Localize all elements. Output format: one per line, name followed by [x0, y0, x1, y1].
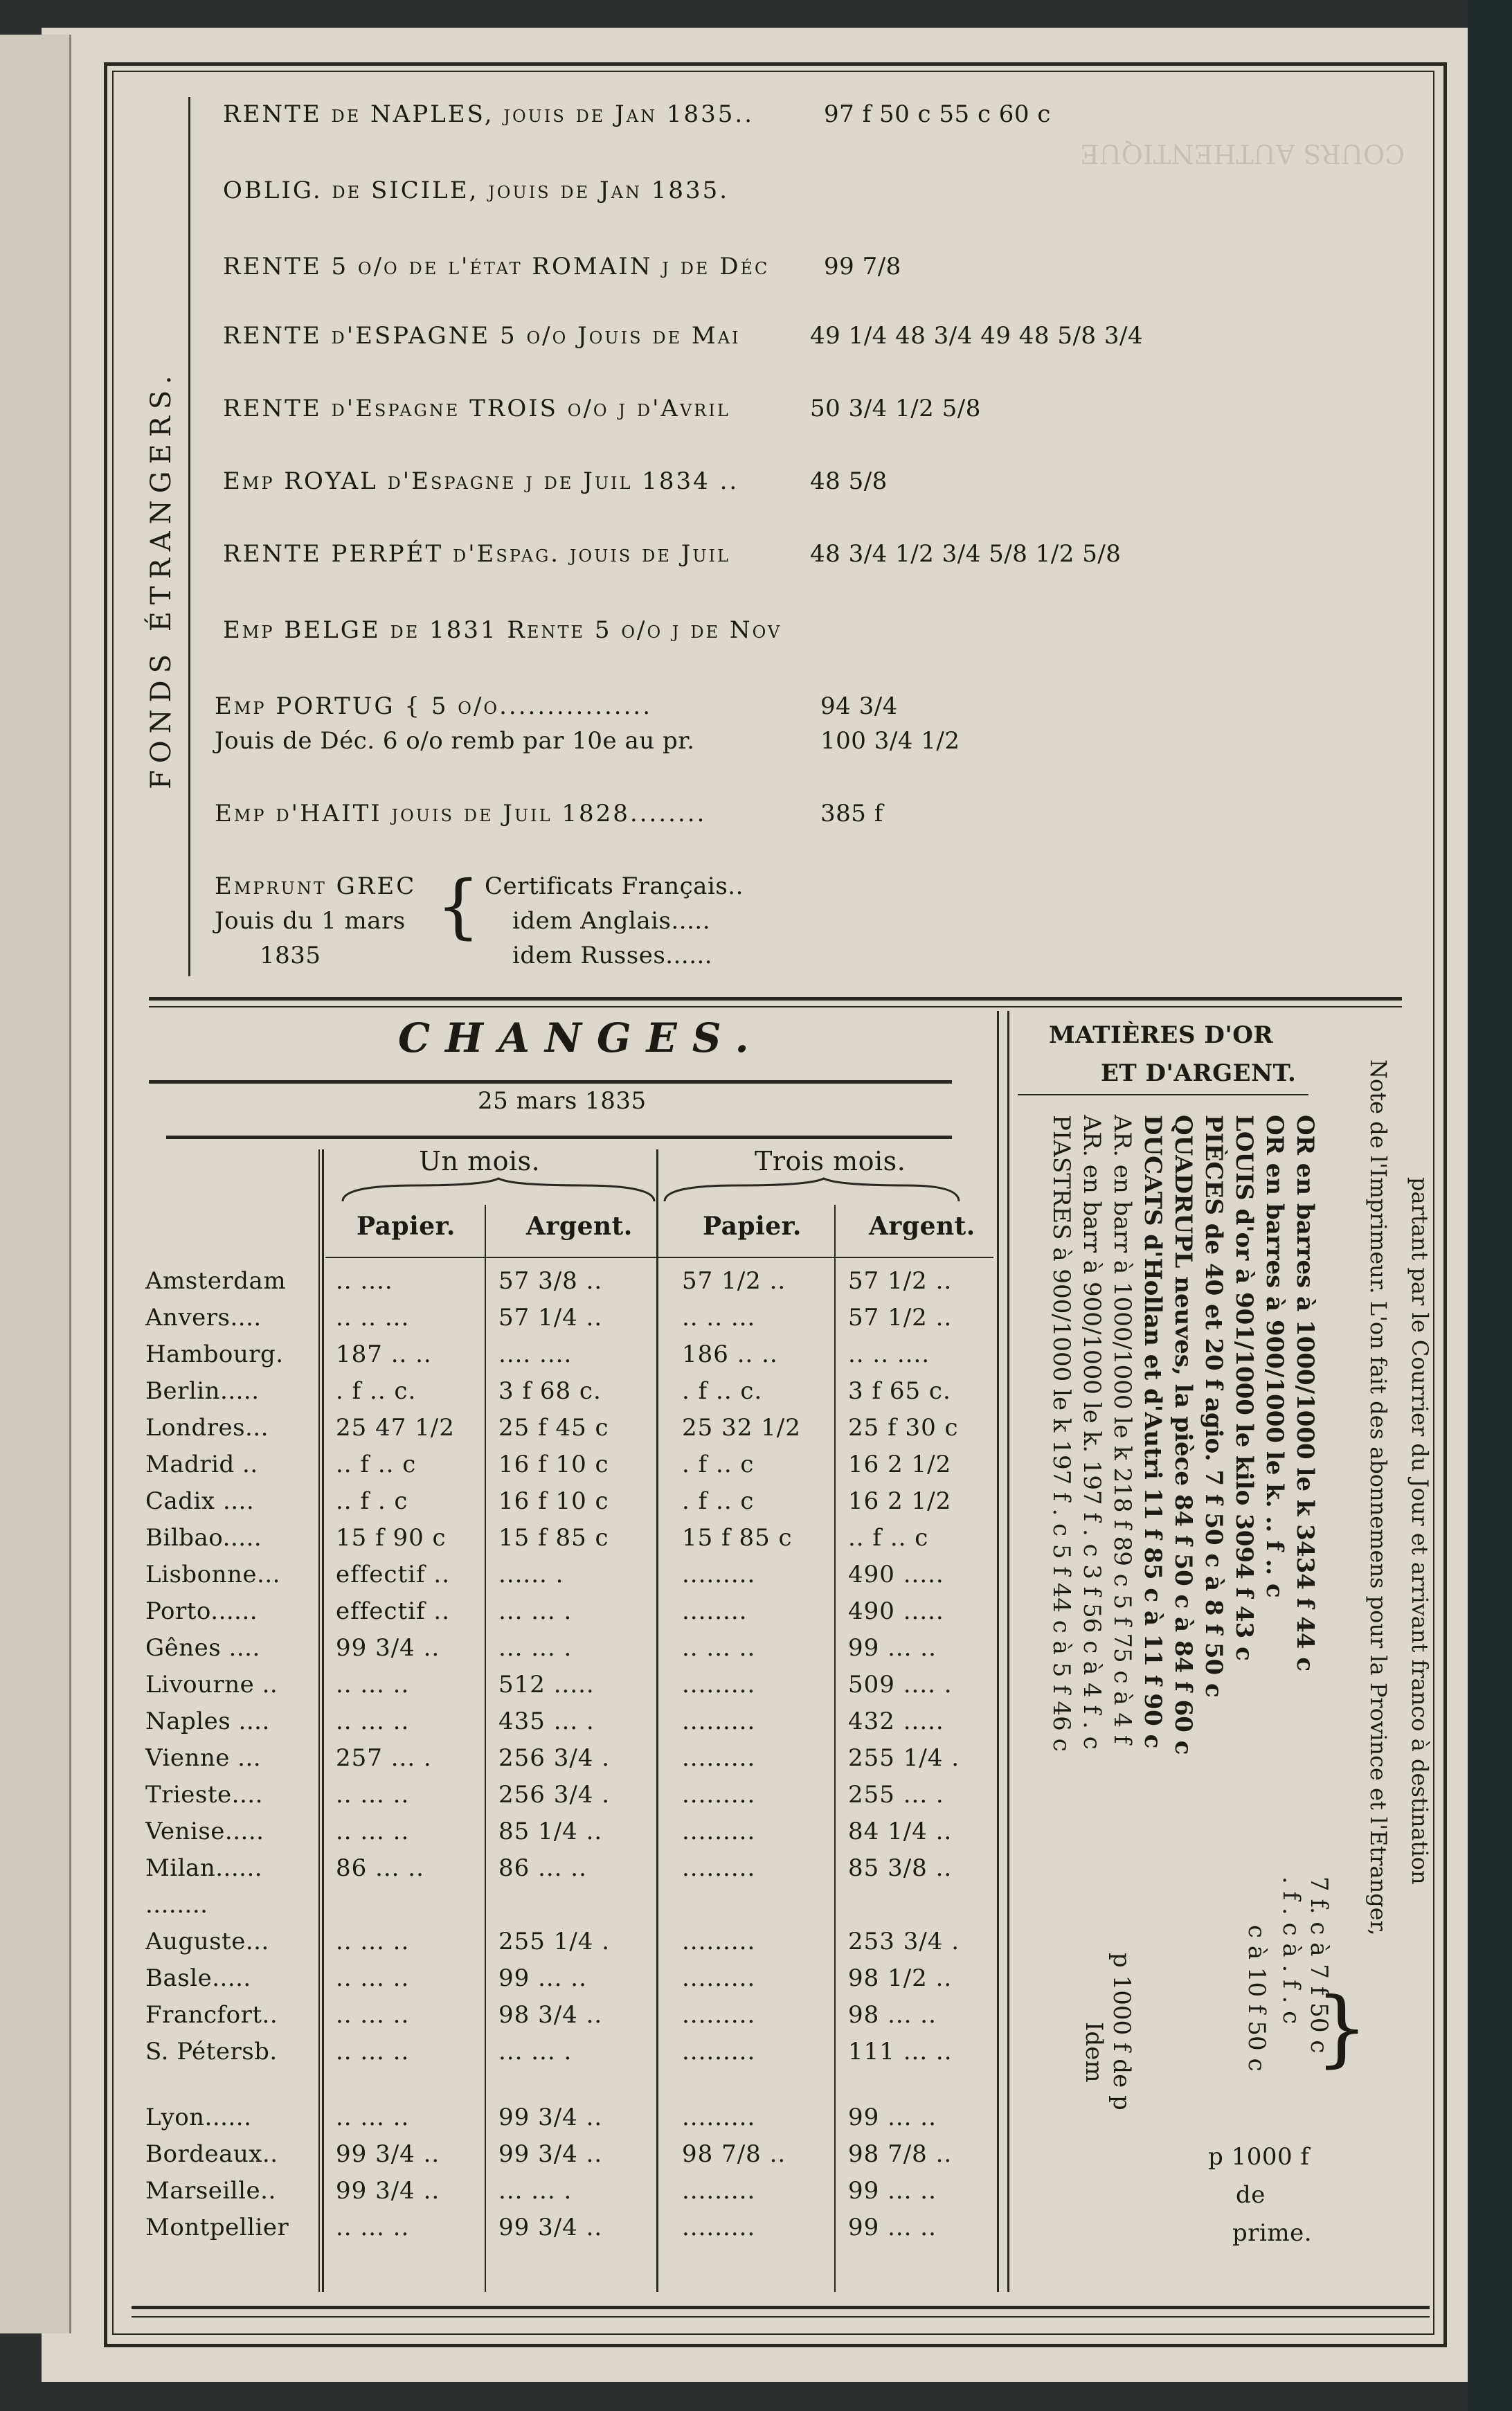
prime-label: de [1236, 2181, 1266, 2209]
table-row-city: Livourne .. [145, 1671, 278, 1699]
header-rule [325, 1257, 993, 1258]
table-row-city: Lisbonne... [145, 1561, 280, 1588]
fonds-value: 49 1/4 48 3/4 49 48 5/8 3/4 [810, 322, 1144, 350]
table-cell: 57 1/2 .. [848, 1304, 953, 1332]
col-sep-3m [834, 1205, 836, 2292]
table-cell: 99 3/4 .. [336, 2177, 440, 2205]
fonds-label: Jouis de Déc. 6 o/o remb par 10e au pr. [215, 727, 695, 755]
bleed-through-text: COURS AUTHENTIQUE [1080, 138, 1405, 169]
table-cell: ... ... . [498, 1634, 573, 1662]
col-sep-period [656, 1149, 658, 2292]
table-cell: 86 ... .. [498, 1854, 587, 1882]
matieres-line: DUCATS d'Hollan et d'Autri 11 f 85 c à 11 f 90 c [1139, 1115, 1167, 1749]
table-cell: ......... [682, 1818, 756, 1845]
table-cell: 16 f 10 c [498, 1487, 609, 1515]
left-page-fold [0, 35, 71, 2333]
bottom-rule-thin [132, 2316, 1430, 2318]
fonds-label: OBLIG. de SICILE, jouis de Jan 1835. [223, 177, 730, 204]
table-cell: 111 ... .. [848, 2038, 953, 2065]
col-header-argent: Argent. [526, 1212, 633, 1241]
table-cell: 253 3/4 . [848, 1928, 960, 1955]
table-row-city: Venise..... [145, 1818, 264, 1845]
table-row-city: Londres... [145, 1414, 269, 1442]
table-cell: .. .. ... [336, 1304, 410, 1332]
table-cell: ........ [682, 1597, 748, 1625]
table-row-city: Auguste... [145, 1928, 269, 1955]
fonds-label: Emp BELGE de 1831 Rente 5 o/o j de Nov [223, 616, 782, 644]
matieres-extra: Idem [1080, 2022, 1108, 2083]
table-cell: ......... [682, 2104, 756, 2131]
matieres-brace-icon: } [1315, 1980, 1369, 2077]
fonds-label: RENTE 5 o/o de l'état ROMAIN j de Déc [223, 253, 770, 280]
fonds-label: RENTE de NAPLES, jouis de Jan 1835.. [223, 100, 755, 128]
table-cell: .. .. .... [848, 1341, 930, 1368]
table-cell: ......... [682, 1854, 756, 1882]
table-cell: 256 3/4 . [498, 1744, 611, 1772]
matieres-line: OR en barres à 1000/1000 le k 3434 f 44 c [1291, 1115, 1319, 1672]
matieres-line: PIASTRES à 900/1000 le k 197 f . c 5 f 44 c à 5 f 46 c [1047, 1115, 1075, 1752]
table-cell: 98 1/2 .. [848, 1964, 953, 1992]
col-sep-city-double [322, 1149, 324, 2292]
table-row-city: Trieste.... [145, 1781, 263, 1809]
matieres-extra: 7 f. c à 7 f 50 c [1305, 1876, 1333, 2054]
table-cell: . f .. c. [682, 1377, 763, 1405]
table-cell: 99 ... .. [848, 2177, 937, 2205]
table-cell: 57 1/2 .. [848, 1267, 953, 1295]
table-cell: 85 3/8 .. [848, 1854, 953, 1882]
grec-right-line: idem Russes...... [512, 942, 713, 969]
grec-left-line: 1835 [260, 942, 321, 969]
table-cell: .. ... .. [336, 1708, 410, 1735]
table-row-city: Porto...... [145, 1597, 258, 1625]
fonds-value: 99 7/8 [824, 253, 901, 280]
table-cell: 57 3/8 .. [498, 1267, 603, 1295]
table-cell: 3 f 68 c. [498, 1377, 602, 1405]
book-binding-edge [1468, 0, 1512, 2411]
table-cell: 99 ... .. [848, 2104, 937, 2131]
table-cell: 98 7/8 .. [682, 2140, 786, 2168]
table-cell: . f .. c [682, 1451, 755, 1478]
table-row-city: Gênes .... [145, 1634, 260, 1662]
table-cell: ... ... . [498, 2177, 573, 2205]
matieres-line: LOUIS d'or à 901/1000 le kilo 3094 f 43 c [1230, 1115, 1258, 1661]
fonds-value: 94 3/4 [820, 692, 898, 720]
table-cell: ......... [682, 1708, 756, 1735]
changes-title-rule [149, 1080, 952, 1084]
table-cell: 15 f 85 c [682, 1524, 793, 1552]
matieres-title-rule [1018, 1094, 1308, 1095]
table-row-city: Hambourg. [145, 1341, 284, 1368]
table-cell: .. ... .. [336, 1671, 410, 1699]
table-cell: 25 32 1/2 [682, 1414, 801, 1442]
table-cell: effectif .. [336, 1561, 450, 1588]
section-rule-thin [149, 1006, 1402, 1007]
table-cell: .. .... [336, 1267, 393, 1295]
table-cell: .. ... .. [336, 2214, 410, 2241]
grec-right-line: Certificats Français.. [485, 872, 744, 900]
table-row-city: Anvers.... [145, 1304, 262, 1332]
table-cell: ......... [682, 2214, 756, 2241]
table-cell: ......... [682, 1928, 756, 1955]
fonds-value: 50 3/4 1/2 5/8 [810, 395, 981, 422]
table-cell: 256 3/4 . [498, 1781, 611, 1809]
table-row-city: Cadix .... [145, 1487, 255, 1515]
table-row-city: Marseille.. [145, 2177, 276, 2205]
grec-brace-icon: { [436, 866, 481, 947]
table-cell: 3 f 65 c. [848, 1377, 951, 1405]
table-cell: .. ... .. [682, 1634, 756, 1662]
table-row-city: Francfort.. [145, 2001, 278, 2029]
fonds-etrangers-label: FONDS ÉTRANGERS. [145, 368, 177, 789]
matieres-extra: p 1000 f de p [1108, 1953, 1135, 2110]
period-braces [339, 1177, 962, 1205]
grec-right-line: idem Anglais..... [512, 907, 711, 935]
table-row-city: Naples .... [145, 1708, 270, 1735]
table-cell: 86 ... .. [336, 1854, 424, 1882]
date-rule [166, 1136, 952, 1139]
table-cell: 98 7/8 .. [848, 2140, 953, 2168]
matieres-title: MATIÈRES D'OR [1049, 1021, 1274, 1049]
table-cell: .. f . c [336, 1487, 408, 1515]
changes-title: CHANGES. [398, 1014, 764, 1061]
table-cell: .... .... [498, 1341, 573, 1368]
bottom-rule [132, 2306, 1430, 2309]
col-sep-city [318, 1149, 320, 2292]
table-cell: .. f .. c [336, 1451, 417, 1478]
table-cell: 255 1/4 . [498, 1928, 611, 1955]
table-cell: 15 f 85 c [498, 1524, 609, 1552]
table-cell: ......... [682, 1561, 756, 1588]
table-cell: ......... [682, 1744, 756, 1772]
col-header-papier: Papier. [703, 1212, 802, 1241]
table-cell: . f .. c [682, 1487, 755, 1515]
table-cell: 15 f 90 c [336, 1524, 447, 1552]
table-cell: 99 3/4 .. [498, 2140, 603, 2168]
fonds-label: RENTE PERPÉT d'Espag. jouis de Juil [223, 540, 730, 568]
table-cell: .. ... .. [336, 1964, 410, 1992]
table-row-city: Basle..... [145, 1964, 251, 1992]
printer-note: partant par le Courrier du Jour et arrivant franco à destination [1407, 1177, 1433, 1885]
table-cell: 99 3/4 .. [498, 2214, 603, 2241]
matieres-title: ET D'ARGENT. [1101, 1059, 1297, 1087]
table-cell: ... ... . [498, 2038, 573, 2065]
section-rule [149, 997, 1402, 1001]
col-sep-matieres [997, 1011, 999, 2292]
table-cell: 25 f 30 c [848, 1414, 959, 1442]
changes-date: 25 mars 1835 [478, 1087, 647, 1115]
matieres-line: AR. en barr à 1000/1000 le k 218 f 89 c 5 f 75 c à 4 f [1108, 1115, 1136, 1744]
printer-note: Note de l'Imprimeur. L'on fait des abonnemens pour la Province et l'Etranger, [1365, 1059, 1392, 1936]
table-row-city: Amsterdam [145, 1267, 287, 1295]
period-header: Trois mois. [755, 1146, 906, 1176]
fonds-label: RENTE d'Espagne TROIS o/o j d'Avril [223, 395, 730, 422]
table-cell: ......... [682, 1964, 756, 1992]
table-cell: 512 ..... [498, 1671, 595, 1699]
table-cell: 98 ... .. [848, 2001, 937, 2029]
fonds-value: 385 f [820, 800, 883, 827]
table-cell: 435 ... . [498, 1708, 595, 1735]
table-cell: 99 3/4 .. [336, 1634, 440, 1662]
table-cell: 255 ... . [848, 1781, 944, 1809]
table-cell: ... ... . [498, 1597, 573, 1625]
table-row-city: ........ [145, 1891, 208, 1919]
fonds-value: 48 5/8 [810, 467, 888, 495]
matieres-extra: . f . c à . f . c [1277, 1876, 1305, 2025]
table-cell: .. ... .. [336, 2104, 410, 2131]
table-cell: . f .. c. [336, 1377, 417, 1405]
table-cell: .. .. ... [682, 1304, 756, 1332]
table-cell: ......... [682, 1671, 756, 1699]
fonds-value: 48 3/4 1/2 3/4 5/8 1/2 5/8 [810, 540, 1122, 568]
table-cell: 257 ... . [336, 1744, 432, 1772]
fonds-value: 97 f 50 c 55 c 60 c [824, 100, 1051, 128]
table-row-city: Bilbao..... [145, 1524, 262, 1552]
table-cell: .. ... .. [336, 1928, 410, 1955]
table-cell: .. f .. c [848, 1524, 929, 1552]
fonds-value: 100 3/4 1/2 [820, 727, 960, 755]
table-cell: 509 .... . [848, 1671, 953, 1699]
table-row-city: Milan...... [145, 1854, 263, 1882]
matieres-line: QUADRUPL neuves, la pièce 84 f 50 c à 84 f 60 c [1169, 1115, 1197, 1755]
table-cell: 16 2 1/2 [848, 1451, 952, 1478]
table-row-city: Montpellier [145, 2214, 289, 2241]
matieres-line: PIÈCES de 40 et 20 f agio. 7 f 50 c à 8 f 50 c [1200, 1115, 1227, 1698]
table-cell: ......... [682, 2001, 756, 2029]
table-cell: 57 1/2 .. [682, 1267, 786, 1295]
table-cell: ......... [682, 2177, 756, 2205]
table-cell: 57 1/4 .. [498, 1304, 603, 1332]
matieres-line: OR en barres à 900/1000 le k. .. f .. c [1261, 1115, 1288, 1598]
col-header-argent: Argent. [869, 1212, 975, 1241]
table-cell: effectif .. [336, 1597, 450, 1625]
table-cell: 255 1/4 . [848, 1744, 960, 1772]
table-cell: 99 3/4 .. [498, 2104, 603, 2131]
table-cell: .. ... .. [336, 1818, 410, 1845]
matieres-extra: c à 10 f 50 c [1243, 1925, 1270, 2072]
table-cell: 99 ... .. [848, 1634, 937, 1662]
fonds-divider-line [188, 97, 190, 976]
table-cell: 432 ..... [848, 1708, 944, 1735]
table-cell: ......... [682, 2038, 756, 2065]
table-cell: ...... . [498, 1561, 564, 1588]
table-cell: 490 ..... [848, 1561, 944, 1588]
fonds-label: Emp d'HAITI jouis de Juil 1828........ [215, 800, 707, 827]
prime-label: p 1000 f [1208, 2143, 1310, 2171]
table-cell: .. ... .. [336, 1781, 410, 1809]
table-row-city: Bordeaux.. [145, 2140, 278, 2168]
table-row-city: Madrid .. [145, 1451, 258, 1478]
table-row-city: Lyon...... [145, 2104, 252, 2131]
table-cell: 84 1/4 .. [848, 1818, 953, 1845]
table-cell: ......... [682, 1781, 756, 1809]
table-row-city: Vienne ... [145, 1744, 262, 1772]
table-cell: 187 .. .. [336, 1341, 432, 1368]
table-cell: 16 f 10 c [498, 1451, 609, 1478]
table-cell: .. ... .. [336, 2038, 410, 2065]
table-cell: 99 ... .. [848, 2214, 937, 2241]
table-cell: .. ... .. [336, 2001, 410, 2029]
fonds-label: Emp PORTUG { 5 o/o................ [215, 692, 653, 720]
grec-left-line: Emprunt GREC [215, 872, 417, 900]
col-sep-1m [485, 1205, 486, 2292]
prime-label: prime. [1232, 2219, 1313, 2247]
table-cell: 99 ... .. [498, 1964, 587, 1992]
table-row-city: Berlin..... [145, 1377, 260, 1405]
period-header: Un mois. [419, 1146, 541, 1176]
fonds-label: Emp ROYAL d'Espagne j de Juil 1834 .. [223, 467, 739, 495]
table-cell: 25 47 1/2 [336, 1414, 455, 1442]
matieres-line: AR. en barr à 900/1000 le k. 197 f . c 3 f 56 c à 4 f . c [1078, 1115, 1106, 1750]
table-row-city: S. Pétersb. [145, 2038, 278, 2065]
grec-left-line: Jouis du 1 mars [215, 907, 406, 935]
table-cell: 99 3/4 .. [336, 2140, 440, 2168]
table-cell: 16 2 1/2 [848, 1487, 952, 1515]
col-sep-matieres-double [1007, 1011, 1009, 2292]
col-header-papier: Papier. [357, 1212, 456, 1241]
table-cell: 186 .. .. [682, 1341, 778, 1368]
table-cell: 25 f 45 c [498, 1414, 609, 1442]
table-cell: 490 ..... [848, 1597, 944, 1625]
fonds-label: RENTE d'ESPAGNE 5 o/o Jouis de Mai [223, 322, 741, 350]
table-cell: 85 1/4 .. [498, 1818, 603, 1845]
table-cell: 98 3/4 .. [498, 2001, 603, 2029]
